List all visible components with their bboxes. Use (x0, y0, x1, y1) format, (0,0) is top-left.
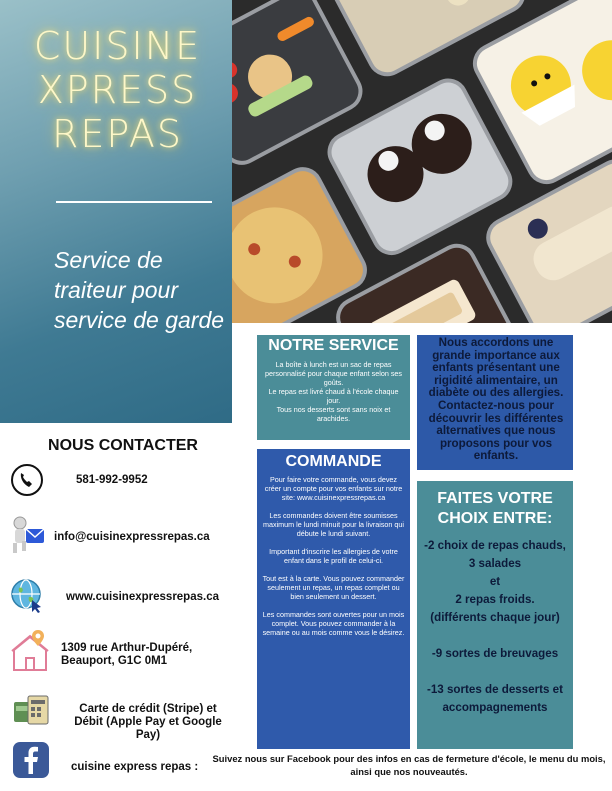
choix-line: 3 salades (468, 557, 522, 570)
choix-line: (différents chaque jour) (430, 611, 560, 624)
facebook-icon[interactable] (12, 741, 50, 779)
choix-line: 2 repas froids. (455, 593, 535, 606)
choix-title: FAITES VOTRE CHOIX ENTRE: (437, 490, 553, 527)
notre-service-title: NOTRE SERVICE (268, 337, 399, 354)
choix-line: et (489, 575, 501, 588)
phone-icon (10, 463, 44, 497)
commande-paragraph: Les commandes sont ouvertes pour un mois complet. Vous pouvez commander à la semaine ou au mois comme vous le désirez. (262, 610, 405, 637)
commande-paragraph: Tout est à la carte. Vous pouvez commander seulement un repas, un repas complet ou bien seulement un dessert. (262, 574, 405, 601)
notre-service-body: La boîte à lunch est un sac de repas personnalisé pour chaque enfant selon ses goûts. Le repas est livré chaud à l'école chaque jour. Tous nos desserts sont sans noix et arachides. (264, 360, 403, 423)
commande-paragraph: Pour faire votre commande, vous devez créer un compte pour vos enfants sur notre site: www.cuisinexpressrepas.ca (264, 475, 403, 502)
commande-paragraph: Important d'inscrire les allergies de votre enfant dans le profil de celui-ci. (269, 547, 398, 565)
phone-number[interactable]: 581-992-9952 (76, 474, 148, 486)
payment-icon (12, 694, 50, 728)
commande-title: COMMANDE (285, 453, 382, 470)
food-photo-collage (232, 0, 612, 323)
home-location-icon (10, 628, 50, 674)
brand-logo: CUISINE XPRESS REPAS (33, 24, 202, 156)
payment-text: Carte de crédit (Stripe) et Débit (Apple Pay et Google Pay) (74, 703, 222, 741)
choix-line: -2 choix de repas chauds, (424, 539, 566, 552)
choix-body (419, 537, 571, 717)
contact-title: NOUS CONTACTER (48, 437, 198, 454)
choix-line: -9 sortes de breuvages (431, 647, 559, 660)
globe-icon (10, 578, 46, 614)
facebook-label[interactable]: cuisine express repas : (71, 761, 199, 773)
collage-photos (232, 0, 612, 323)
address-text: 1309 rue Arthur-Dupéré, Beauport, G1C 0M1 (61, 642, 193, 667)
website-link[interactable]: www.cuisinexpressrepas.ca (66, 591, 219, 603)
choix-line: -13 sortes de desserts et accompagnements (427, 683, 563, 714)
email-link[interactable]: info@cuisinexpressrepas.ca (54, 531, 210, 543)
facebook-note: Suivez nous sur Facebook pour des infos en cas de fermeture d'école, le menu du mois, ainsi que nos nouveautés. (212, 753, 606, 777)
commande-body (261, 475, 406, 646)
tagline: Service de traiteur pour service de garde (54, 247, 225, 333)
mail-person-icon (10, 515, 46, 555)
allergies-text: Nous accordons une grande importance aux enfants présentant une rigidité alimentaire, un diabète ou des allergies. Contactez-nous pour découvrir les différentes alternatives que nous proposons pour vos enfants. (428, 336, 564, 463)
divider (56, 201, 212, 203)
commande-paragraph: Les commandes doivent être soumisses maximum le lundi minuit pour la livraison qui débute le lundi suivant. (262, 511, 404, 538)
